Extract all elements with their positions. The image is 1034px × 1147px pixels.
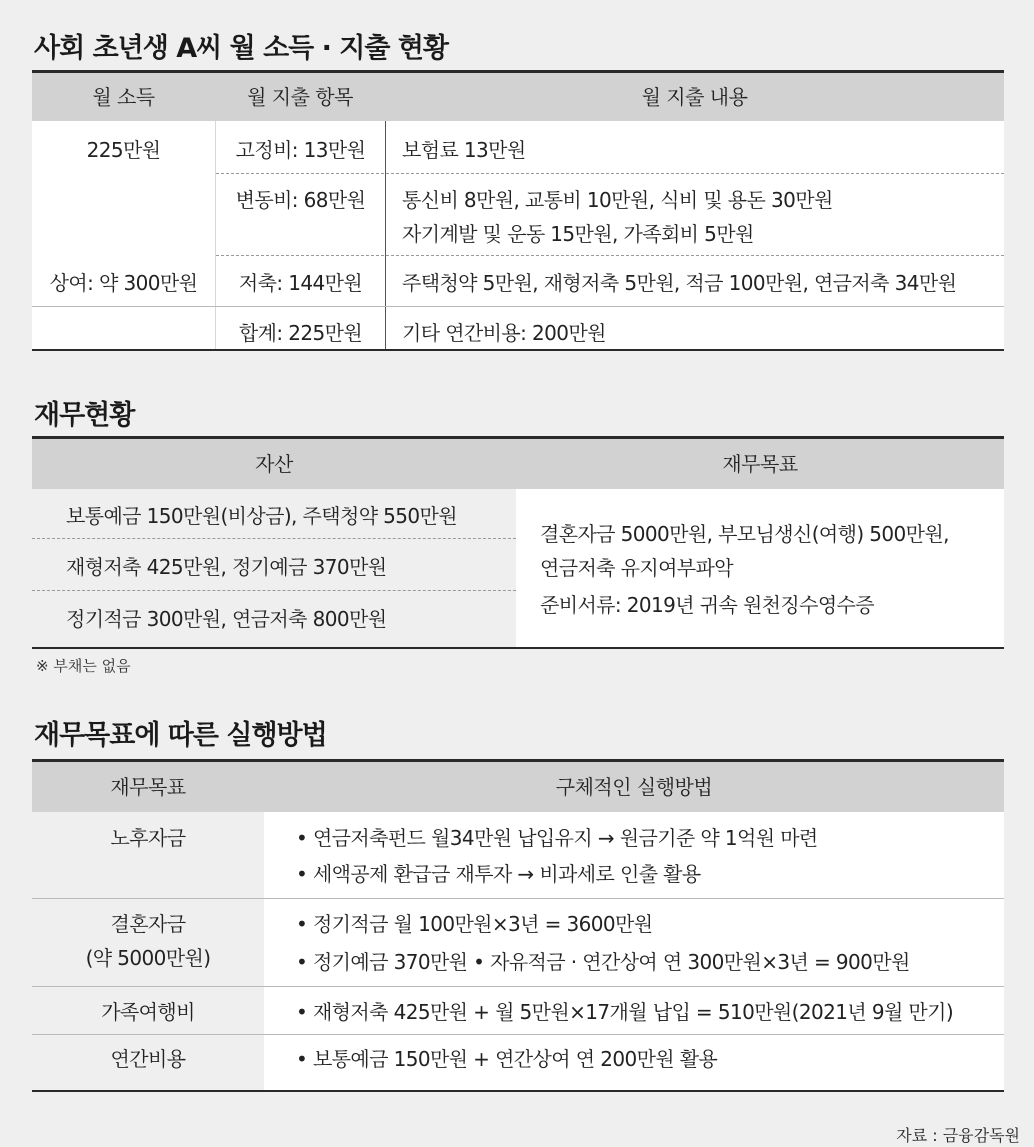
t1-item-label: 저축: 144만원 xyxy=(238,271,363,295)
t3-bottom-rule xyxy=(32,1090,1004,1092)
t3-row-divider xyxy=(32,986,1004,987)
t1-item-label: 고정비: 13만원 xyxy=(235,138,366,162)
t1-header-item: 월 지출 항목 xyxy=(247,85,353,109)
t3-method-line: • 연금저축펀드 월34만원 납입유지 → 원금기준 약 1억원 마련 xyxy=(296,826,818,850)
t2-asset-row: 재형저축 425만원, 정기예금 370만원 xyxy=(66,555,387,579)
t2-row-divider xyxy=(32,590,516,591)
t2-header-goals: 재무목표 xyxy=(722,452,798,476)
t1-income-main: 225만원 xyxy=(86,138,161,162)
t3-goal: 결혼자금 xyxy=(110,912,186,936)
table1-header xyxy=(32,70,1004,121)
t1-item-content: 기타 연간비용: 200만원 xyxy=(402,321,606,345)
t1-header-income: 월 소득 xyxy=(92,85,155,109)
table2-header xyxy=(32,436,1004,489)
t3-method-line: • 정기예금 370만원 • 자유적금 · 연간상여 연 300만원×3년 = 900만원 xyxy=(296,950,910,974)
t3-row-divider xyxy=(32,898,1004,899)
section-title-action-plan: 재무목표에 따른 실행방법 xyxy=(34,720,327,751)
table3-header xyxy=(32,759,1004,812)
t3-method-line: • 정기적금 월 100만원×3년 = 3600만원 xyxy=(296,912,653,936)
t3-method-line: • 재형저축 425만원 + 월 5만원×17개월 납입 = 510만원(2021년 9월 만기) xyxy=(296,1000,954,1024)
source-credit: 자료 : 금융감독원 xyxy=(896,1126,1020,1145)
t2-goal-line: 연금저축 유지여부파악 xyxy=(540,556,733,580)
t2-asset-row: 정기적금 300만원, 연금저축 800만원 xyxy=(66,607,387,631)
t1-row-divider xyxy=(32,306,1004,307)
t3-header-goal: 재무목표 xyxy=(110,775,186,799)
t3-goal: 가족여행비 xyxy=(101,1000,195,1024)
t2-note: ※ 부채는 없음 xyxy=(36,657,131,675)
t3-method-line: • 세액공제 환급금 재투자 → 비과세로 인출 활용 xyxy=(296,862,701,886)
t1-header-content: 월 지출 내용 xyxy=(641,85,748,109)
t1-income-bonus: 상여: 약 300만원 xyxy=(49,271,198,295)
t1-col-divider-2 xyxy=(385,121,386,350)
t1-item-content: 보험료 13만원 xyxy=(402,138,526,162)
t1-item-content: 주택청약 5만원, 재형저축 5만원, 적금 100만원, 연금저축 34만원 xyxy=(402,271,957,295)
t3-row-divider xyxy=(32,1034,1004,1035)
section-title-income-expense: 사회 초년생 A씨 월 소득 · 지출 현황 xyxy=(34,33,449,64)
t1-row-divider xyxy=(216,255,1004,256)
t2-goal-line: 결혼자금 5000만원, 부모님생신(여행) 500만원, xyxy=(540,522,949,546)
t1-item-content-line2: 자기계발 및 운동 15만원, 가족회비 5만원 xyxy=(402,222,754,246)
t2-bottom-rule xyxy=(32,647,1004,649)
section-title-financial-status: 재무현황 xyxy=(34,400,135,431)
t2-goal-line: 준비서류: 2019년 귀속 원천징수영수증 xyxy=(540,593,874,617)
t2-asset-row: 보통예금 150만원(비상금), 주택청약 550만원 xyxy=(66,504,457,528)
t1-item-content: 통신비 8만원, 교통비 10만원, 식비 및 용돈 30만원 xyxy=(402,188,833,212)
t1-row-divider xyxy=(216,173,1004,174)
t3-goal: 노후자금 xyxy=(110,826,186,850)
t2-header-assets: 자산 xyxy=(255,452,293,476)
t3-header-method: 구체적인 실행방법 xyxy=(555,775,713,799)
t2-row-divider xyxy=(32,538,516,539)
t1-item-label: 변동비: 68만원 xyxy=(235,188,366,212)
t3-goal-sub: (약 5000만원) xyxy=(85,946,211,970)
t3-goal: 연간비용 xyxy=(110,1047,186,1071)
t3-method-line: • 보통예금 150만원 + 연간상여 연 200만원 활용 xyxy=(296,1047,718,1071)
t1-item-label: 합계: 225만원 xyxy=(238,321,363,345)
t1-bottom-rule xyxy=(32,349,1004,351)
